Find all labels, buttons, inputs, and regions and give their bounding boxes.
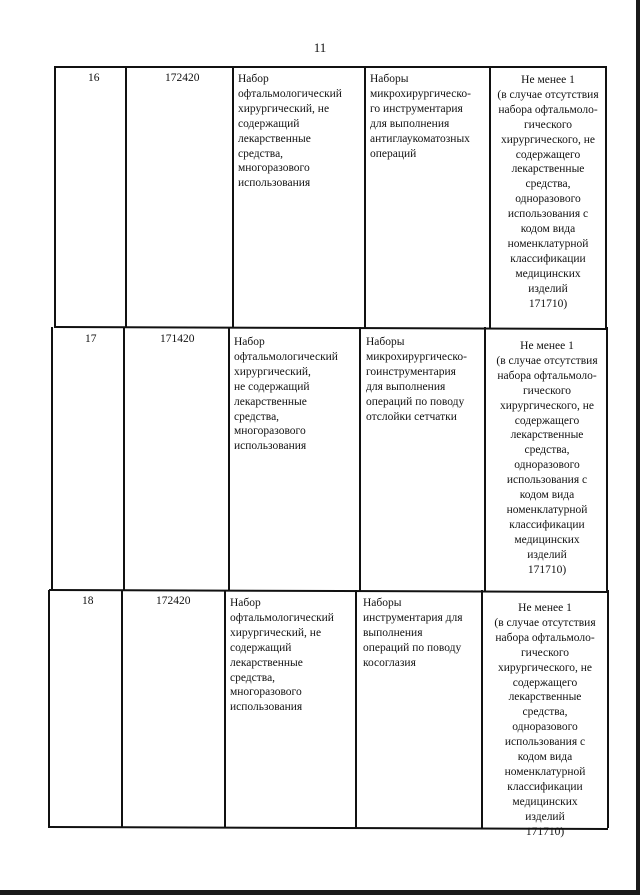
row-number-cell: 17 bbox=[85, 333, 97, 345]
table-column-divider bbox=[484, 327, 486, 591]
table-column-divider bbox=[232, 66, 234, 328]
table-border-left bbox=[54, 66, 56, 328]
name-cell: Набор офтальмологический хирургический, не содержащий лекарственные средства, многоразового использования bbox=[230, 597, 334, 714]
table-border-right bbox=[605, 66, 607, 328]
code-cell: 172420 bbox=[156, 595, 191, 607]
name-cell: Набор офтальмологический хирургический, не содержащий лекарственные средства, многоразового использования bbox=[238, 73, 342, 190]
requirement-cell: Не менее 1 (в случае отсутствия набора офтальмоло- гического хирургического, не содержащего лекарственные средства, одноразового использования с кодом вида номенклатурной классификации медицинских изделий 171710) bbox=[496, 340, 598, 576]
table-column-divider bbox=[359, 327, 361, 591]
table-border-left bbox=[48, 590, 50, 828]
page-number: 11 bbox=[313, 40, 327, 55]
table-column-divider bbox=[123, 327, 125, 591]
table-row-divider bbox=[49, 589, 608, 592]
table-row-divider bbox=[55, 326, 606, 329]
code-cell: 172420 bbox=[165, 72, 200, 84]
requirement-cell: Не менее 1 (в случае отсутствия набора офтальмоло- гического хирургического, не содержащего лекарственные средства, одноразового использования с кодом вида номенклатурной классификации медицинских изделий 171710) bbox=[494, 602, 596, 838]
purpose-cell: Наборы инструментария для выполнения операций по поводу косоглазия bbox=[363, 597, 463, 669]
table-column-divider bbox=[481, 590, 483, 828]
table-column-divider bbox=[125, 66, 127, 328]
row-number-cell: 18 bbox=[82, 595, 94, 607]
scan-edge-right bbox=[636, 0, 640, 895]
code-cell: 171420 bbox=[160, 333, 195, 345]
purpose-cell: Наборы микрохирургическо- го инструментария для выполнения антиглаукоматозных операций bbox=[370, 73, 471, 160]
table-border-top bbox=[55, 66, 606, 68]
table-column-divider bbox=[228, 327, 230, 591]
scan-edge-bottom bbox=[0, 890, 640, 895]
table-border-right bbox=[607, 590, 609, 828]
table-column-divider bbox=[224, 590, 226, 828]
table-column-divider bbox=[364, 66, 366, 328]
table-border-left bbox=[51, 327, 53, 591]
table-column-divider bbox=[489, 66, 491, 328]
table-border-right bbox=[606, 327, 608, 591]
purpose-cell: Наборы микрохирургическо- гоинструментария для выполнения операций по поводу отслойки сетчатки bbox=[366, 336, 467, 423]
name-cell: Набор офтальмологический хирургический, не содержащий лекарственные средства, многоразового использования bbox=[234, 336, 338, 453]
row-number-cell: 16 bbox=[88, 72, 100, 84]
table-column-divider bbox=[355, 590, 357, 828]
table-column-divider bbox=[121, 590, 123, 828]
requirement-cell: Не менее 1 (в случае отсутствия набора офтальмоло- гического хирургического, не содержащего лекарственные средства, одноразового использования с кодом вида номенклатурной классификации медицинских изделий 171710) bbox=[497, 74, 599, 310]
